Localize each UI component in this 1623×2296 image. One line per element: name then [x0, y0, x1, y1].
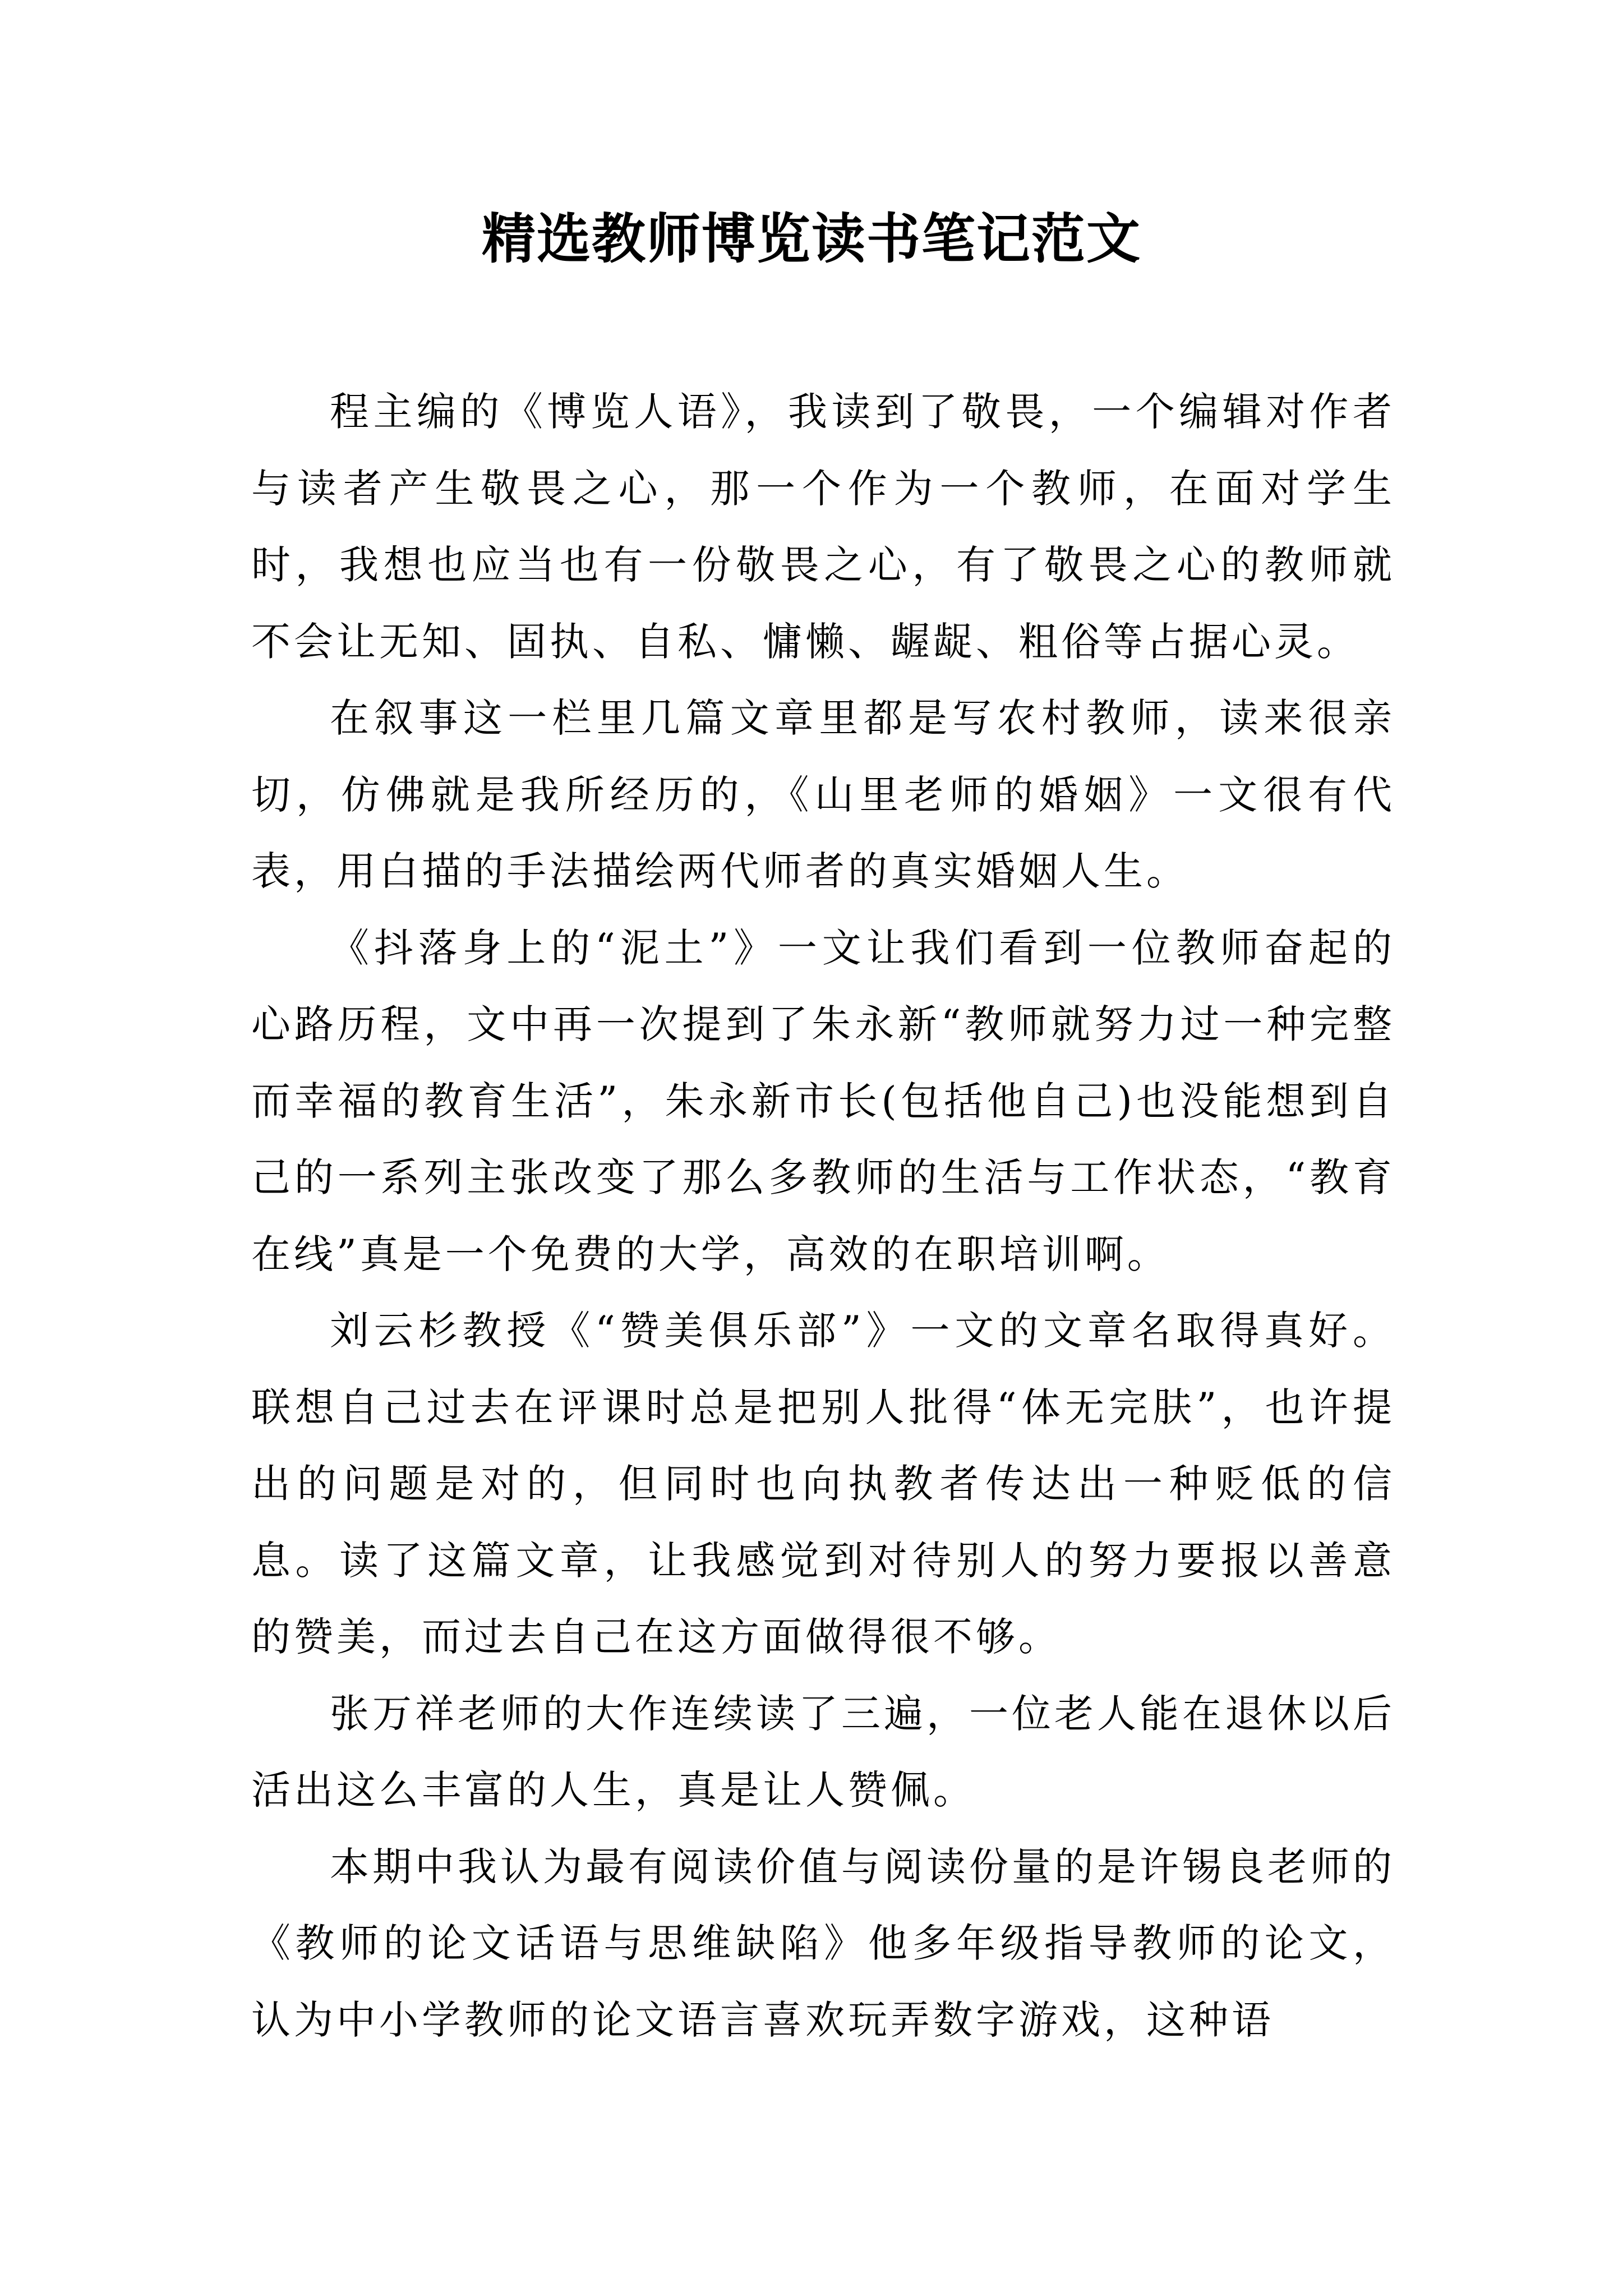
paragraph-4: 刘云杉教授《“赞美俱乐部”》一文的文章名取得真好。联想自己过去在评课时总是把别人批得“体无完肤”，也许提出的问题是对的，但同时也向执教者传达出一种贬低的信息。读了这篇文章，让我感觉到对待别人的努力要报以善意的赞美，而过去自己在这方面做得很不够。 [251, 1308, 1395, 1660]
paragraph-5: 张万祥老师的大作连续读了三遍，一位老人能在退休以后活出这么丰富的人生，真是让人赞佩。 [251, 1690, 1395, 1813]
document-body [251, 374, 1395, 2058]
document-title: 精选教师博览读书笔记范文 [482, 207, 1141, 270]
paragraph-2: 在叙事这一栏里几篇文章里都是写农村教师，读来很亲切，仿佛就是我所经历的，《山里老师的婚姻》一文很有代表，用白描的手法描绘两代师者的真实婚姻人生。 [251, 695, 1395, 894]
paragraph-6: 本期中我认为最有阅读价值与阅读份量的是许锡良老师的《教师的论文话语与思维缺陷》他多年级指导教师的论文，认为中小学教师的论文语言喜欢玩弄数字游戏，这种语 [251, 1843, 1395, 2043]
paragraph-1: 程主编的《博览人语》，我读到了敬畏，一个编辑对作者与读者产生敬畏之心，那一个作为一个教师，在面对学生时，我想也应当也有一份敬畏之心，有了敬畏之心的教师就不会让无知、固执、自私、慵懒、龌龊、粗俗等占据心灵。 [251, 389, 1395, 665]
paragraph-3: 《抖落身上的“泥土”》一文让我们看到一位教师奋起的心路历程，文中再一次提到了朱永新“教师就努力过一种完整而幸福的教育生活”，朱永新市长(包括他自己)也没能想到自己的一系列主张改变了那么多教师的生活与工作状态，“教育在线”真是一个免费的大学，高效的在职培训啊。 [251, 924, 1395, 1277]
